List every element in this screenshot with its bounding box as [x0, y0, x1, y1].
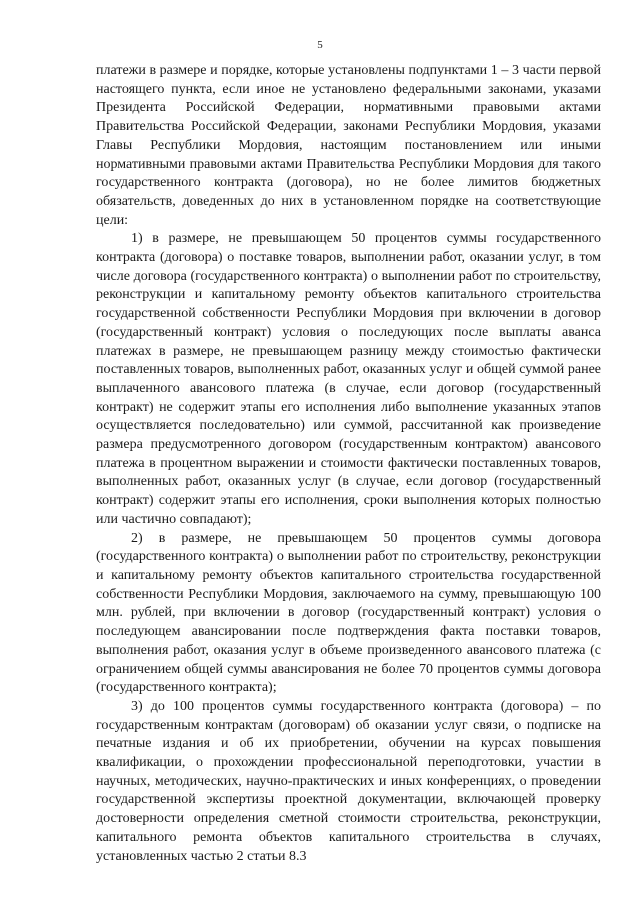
paragraph-intro: платежи в размере и порядке, которые установлены подпунктами 1 – 3 части первой настоящего пункта, если иное не установлено федеральными законами, указами Президента Российской Федерации, нормативными правовыми актами Правительства Российской Федерации, законами Республики Мордовия, указами Главы Республики Мордовия, настоящим постановлением или иными нормативными правовыми актами Правительства Республики Мордовия для такого государственного контракта (договора), но не более лимитов бюджетных обязательств, доведенных до них в установленном порядке на соответствующие цели: — [96, 63, 601, 228]
paragraph-item-1: 1) в размере, не превышающем 50 процентов суммы государственного контракта (договора) о поставке товаров, выполнении работ, оказании услуг, в том числе договора (государственного контракта) о выполнении работ по строительству, реконструкции и капитальному ремонту объектов капитального строительства государственной собственности Республики Мордовия при включении в договор (государственный контракт) условия о последующих после выплаты аванса платежах в размере, не превышающем разницу между стоимостью фактически поставленных товаров, выполненных работ, оказанных услуг и общей суммой ранее выплаченного авансового платежа (в случае, если договор (государственный контракт) не содержит этапы его исполнения либо выполнение указанных этапов осуществляется последовательно) или суммой, рассчитанной как произведение размера предусмотренного договором (государственным контрактом) авансового платежа в процентном выражении и стоимости фактически поставленных товаров, выполненных работ, оказанных услуг (в случае, если договор (государственный контракт) содержит этапы его исполнения, сроки выполнения которых полностью или частично совпадают); — [96, 231, 601, 527]
document-body — [96, 62, 601, 866]
page-number: 5 — [317, 39, 323, 51]
paragraph-item-2: 2) в размере, не превышающем 50 процентов суммы договора (государственного контракта) о выполнении работ по строительству, реконструкции и капитальному ремонту объектов капитального строительства государственной собственности Республики Мордовия, заключаемого на сумму, превышающую 100 млн. рублей, при включении в договор (государственный контракт) условия о последующем авансировании после подтверждения факта поставки товаров, выполнения работ, оказания услуг в объеме произведенного авансового платежа (с ограничением общей суммы авансирования не более 70 процентов суммы договора (государственного контракта); — [96, 530, 601, 696]
paragraph-item-3: 3) до 100 процентов суммы государственного контракта (договора) – по государственным контрактам (договорам) об оказании услуг связи, о подписке на печатные издания и об их приобретении, обучении на курсах повышения квалификации, о прохождении профессиональной переподготовки, участии в научных, методических, научно-практических и иных конференциях, о проведении государственной экспертизы проектной документации, включающей проверку достоверности определения сметной стоимости строительства, реконструкции, капитального ремонта объектов капитального строительства в случаях, установленных частью 2 статьи 8.3 — [96, 698, 601, 864]
